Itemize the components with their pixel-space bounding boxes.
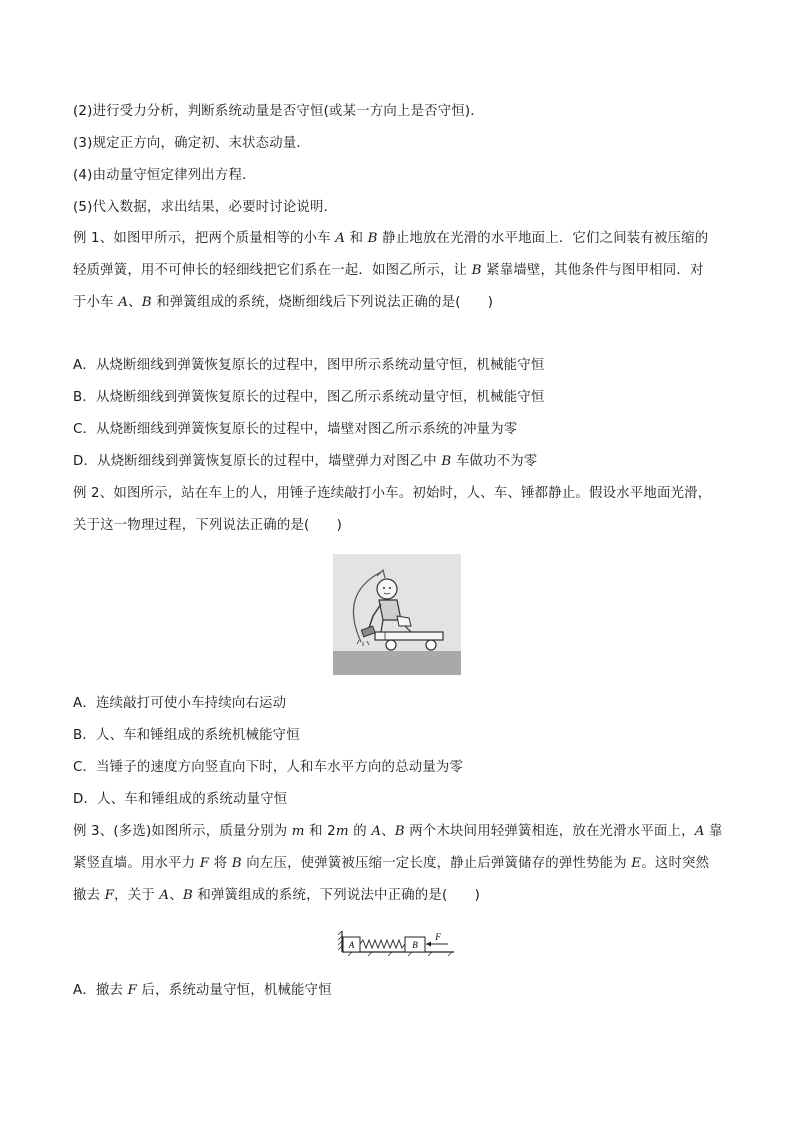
example1-line3: 于小车 A、B 和弹簧组成的系统，烧断细线后下列说法正确的是( )	[73, 295, 494, 310]
example2-line1: 例 2、如图所示，站在车上的人，用锤子连续敲打小车。初始时，人、车、锤都静止。假设水平地面光滑，	[73, 486, 712, 501]
step-3: (3)规定正方向，确定初、末状态动量．	[73, 136, 311, 151]
example1-option-a: A．从烧断细线到弹簧恢复原长的过程中，图甲所示系统动量守恒，机械能守恒	[73, 358, 545, 373]
step-2: (2)进行受力分析，判断系统动量是否守恒(或某一方向上是否守恒)．	[73, 104, 484, 119]
example1-option-c: C．从烧断细线到弹簧恢复原长的过程中，墙壁对图乙所示系统的冲量为零	[73, 422, 518, 437]
example2-line2: 关于这一物理过程，下列说法正确的是( )	[73, 518, 343, 533]
example3-line3: 撤去 F，关于 A、B 和弹簧组成的系统，下列说法中正确的是( )	[73, 888, 481, 903]
example3-option-a: A．撤去 F 后，系统动量守恒，机械能守恒	[73, 983, 332, 998]
example2-option-a: A．连续敲打可使小车持续向右运动	[73, 696, 287, 711]
example1-line1: 例 1、如图甲所示，把两个质量相等的小车 A 和 B 静止地放在光滑的水平地面上．它们之间装有被压缩的	[73, 231, 709, 246]
spring-blocks-figure	[338, 929, 456, 957]
step-4: (4)由动量守恒定律列出方程．	[73, 168, 256, 183]
example2-option-d: D．人、车和锤组成的系统动量守恒	[73, 792, 288, 807]
step-5: (5)代入数据，求出结果，必要时讨论说明．	[73, 200, 338, 215]
example3-line1: 例 3、(多选)如图所示，质量分别为 m 和 2m 的 A、B 两个木块间用轻弹簧相连，放在光滑水平面上，A 靠	[73, 824, 723, 839]
hammer-cart-figure	[333, 554, 461, 675]
block-a-label: A	[348, 940, 355, 950]
example1-line2: 轻质弹簧，用不可伸长的轻细线把它们系在一起．如图乙所示，让 B 紧靠墙壁，其他条件与图甲相同．对	[73, 263, 704, 278]
example1-option-b: B．从烧断细线到弹簧恢复原长的过程中，图乙所示系统动量守恒，机械能守恒	[73, 390, 545, 405]
block-b-label: B	[412, 940, 418, 950]
example1-option-d: D．从烧断细线到弹簧恢复原长的过程中，墙壁弹力对图乙中 B 车做功不为零	[73, 454, 538, 469]
example2-option-c: C．当锤子的速度方向竖直向下时，人和车水平方向的总动量为零	[73, 760, 464, 775]
example3-line2: 紧竖直墙。用水平力 F 将 B 向左压，使弹簧被压缩一定长度，静止后弹簧储存的弹性势能为 E。这时突然	[73, 856, 710, 871]
example2-option-b: B．人、车和锤组成的系统机械能守恒	[73, 728, 300, 743]
force-label: F	[435, 932, 441, 942]
